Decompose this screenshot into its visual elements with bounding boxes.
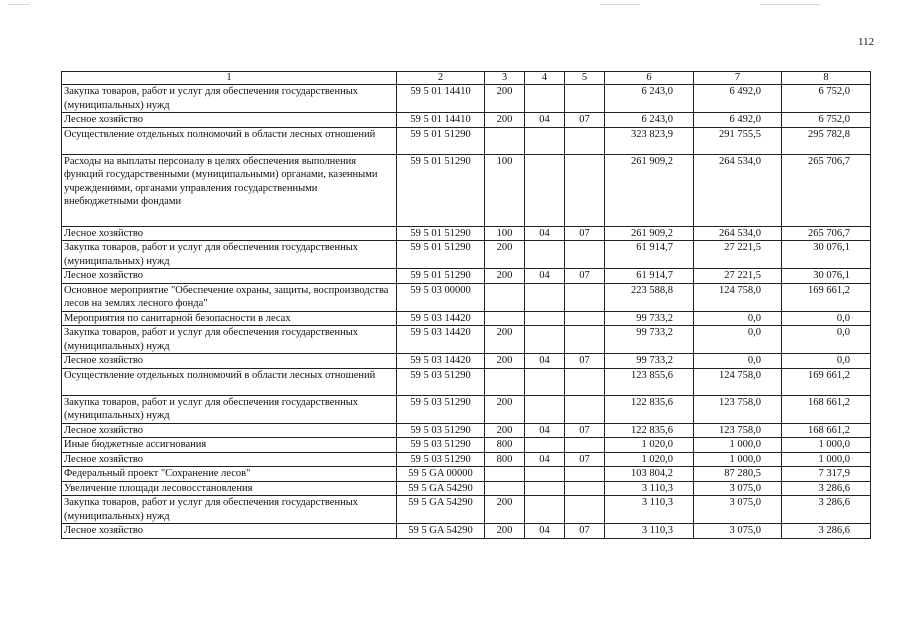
table-header-row [62,72,871,85]
table-row [62,423,871,438]
row-expense-type-cell: 200 [485,423,525,438]
row-name-cell: Закупка товаров, работ и услуг для обеспечения государственных (муниципальных) нужд [62,85,397,113]
row-section-cell [525,326,565,354]
table-row [62,311,871,326]
scan-artifact-line [600,4,640,5]
row-expense-type-cell: 200 [485,241,525,269]
row-code-cell: 59 5 01 51290 [397,241,485,269]
row-amount-year2-cell: 0,0 [694,326,782,354]
row-code-cell: 59 5 03 51290 [397,395,485,423]
row-amount-year1-cell: 323 823,9 [605,127,694,154]
row-code-cell: 59 5 03 00000 [397,283,485,311]
row-name-cell: Закупка товаров, работ и услуг для обеспечения государственных (муниципальных) нужд [62,326,397,354]
row-amount-year2-cell: 291 755,5 [694,127,782,154]
row-section-cell: 04 [525,113,565,128]
row-amount-year1-cell: 99 733,2 [605,326,694,354]
row-amount-year3-cell: 0,0 [782,311,871,326]
row-code-cell: 59 5 01 51290 [397,269,485,284]
table-row [62,452,871,467]
row-amount-year3-cell: 30 076,1 [782,241,871,269]
row-amount-year3-cell: 265 706,7 [782,226,871,241]
row-amount-year2-cell: 3 075,0 [694,524,782,539]
header-cell: 6 [605,72,694,85]
row-expense-type-cell [485,481,525,496]
row-section-cell [525,438,565,453]
row-amount-year3-cell: 6 752,0 [782,85,871,113]
row-section-cell: 04 [525,269,565,284]
row-amount-year1-cell: 123 855,6 [605,368,694,395]
table-row [62,269,871,284]
table-row [62,226,871,241]
row-subsection-cell [565,481,605,496]
scan-artifact-line [8,4,30,5]
row-code-cell: 59 5 03 14420 [397,311,485,326]
row-code-cell: 59 5 01 51290 [397,154,485,226]
row-amount-year2-cell: 6 492,0 [694,113,782,128]
row-amount-year1-cell: 61 914,7 [605,241,694,269]
row-amount-year2-cell: 1 000,0 [694,438,782,453]
row-code-cell: 59 5 03 14420 [397,354,485,369]
row-amount-year2-cell: 6 492,0 [694,85,782,113]
row-name-cell: Лесное хозяйство [62,423,397,438]
row-amount-year1-cell: 261 909,2 [605,154,694,226]
row-amount-year2-cell: 0,0 [694,354,782,369]
row-subsection-cell: 07 [565,524,605,539]
budget-table [61,71,871,539]
row-amount-year1-cell: 61 914,7 [605,269,694,284]
row-amount-year2-cell: 1 000,0 [694,452,782,467]
table-row [62,283,871,311]
row-amount-year1-cell: 6 243,0 [605,113,694,128]
row-code-cell: 59 5 01 51290 [397,226,485,241]
row-name-cell: Лесное хозяйство [62,226,397,241]
header-cell: 7 [694,72,782,85]
row-expense-type-cell: 800 [485,438,525,453]
row-amount-year3-cell: 169 661,2 [782,368,871,395]
row-amount-year1-cell: 6 243,0 [605,85,694,113]
row-expense-type-cell: 200 [485,85,525,113]
row-subsection-cell [565,395,605,423]
row-subsection-cell [565,283,605,311]
table-row [62,113,871,128]
row-name-cell: Лесное хозяйство [62,452,397,467]
row-name-cell: Лесное хозяйство [62,524,397,539]
table-row [62,438,871,453]
row-section-cell [525,311,565,326]
row-amount-year1-cell: 3 110,3 [605,496,694,524]
row-name-cell: Осуществление отдельных полномочий в области лесных отношений [62,368,397,395]
row-amount-year1-cell: 103 804,2 [605,467,694,482]
table-row [62,85,871,113]
table-row [62,524,871,539]
row-amount-year3-cell: 0,0 [782,354,871,369]
row-subsection-cell [565,241,605,269]
row-name-cell: Федеральный проект "Сохранение лесов" [62,467,397,482]
row-section-cell [525,496,565,524]
row-name-cell: Увеличение площади лесовосстановления [62,481,397,496]
row-amount-year2-cell: 124 758,0 [694,283,782,311]
row-name-cell: Иные бюджетные ассигнования [62,438,397,453]
table-row [62,326,871,354]
row-subsection-cell [565,326,605,354]
row-section-cell [525,154,565,226]
header-cell: 1 [62,72,397,85]
row-subsection-cell [565,496,605,524]
row-amount-year3-cell: 3 286,6 [782,481,871,496]
row-section-cell [525,241,565,269]
row-amount-year1-cell: 3 110,3 [605,524,694,539]
row-expense-type-cell: 100 [485,154,525,226]
row-subsection-cell [565,154,605,226]
row-amount-year1-cell: 223 588,8 [605,283,694,311]
row-amount-year2-cell: 264 534,0 [694,154,782,226]
row-amount-year3-cell: 265 706,7 [782,154,871,226]
row-amount-year1-cell: 1 020,0 [605,452,694,467]
row-expense-type-cell: 200 [485,269,525,284]
row-expense-type-cell: 200 [485,496,525,524]
row-code-cell: 59 5 03 51290 [397,452,485,467]
row-name-cell: Лесное хозяйство [62,113,397,128]
row-section-cell [525,283,565,311]
row-expense-type-cell: 200 [485,354,525,369]
table-row [62,154,871,226]
row-subsection-cell [565,368,605,395]
row-section-cell [525,85,565,113]
row-amount-year1-cell: 99 733,2 [605,311,694,326]
row-amount-year3-cell: 168 661,2 [782,423,871,438]
row-subsection-cell: 07 [565,226,605,241]
row-subsection-cell [565,438,605,453]
header-cell: 2 [397,72,485,85]
table-row [62,368,871,395]
row-code-cell: 59 5 GA 54290 [397,481,485,496]
row-amount-year3-cell: 30 076,1 [782,269,871,284]
row-code-cell: 59 5 01 14410 [397,113,485,128]
table-row [62,127,871,154]
row-amount-year3-cell: 3 286,6 [782,496,871,524]
row-subsection-cell: 07 [565,113,605,128]
row-expense-type-cell: 800 [485,452,525,467]
row-section-cell: 04 [525,226,565,241]
page-number: 112 [858,36,875,48]
row-name-cell: Лесное хозяйство [62,354,397,369]
row-amount-year1-cell: 3 110,3 [605,481,694,496]
row-name-cell: Закупка товаров, работ и услуг для обеспечения государственных (муниципальных) нужд [62,496,397,524]
row-expense-type-cell [485,127,525,154]
row-section-cell [525,467,565,482]
row-amount-year2-cell: 27 221,5 [694,241,782,269]
row-amount-year3-cell: 3 286,6 [782,524,871,539]
row-subsection-cell [565,127,605,154]
row-expense-type-cell [485,283,525,311]
row-name-cell: Осуществление отдельных полномочий в области лесных отношений [62,127,397,154]
row-amount-year1-cell: 122 835,6 [605,423,694,438]
row-amount-year1-cell: 99 733,2 [605,354,694,369]
row-amount-year3-cell: 169 661,2 [782,283,871,311]
row-name-cell: Лесное хозяйство [62,269,397,284]
row-amount-year2-cell: 124 758,0 [694,368,782,395]
row-subsection-cell [565,85,605,113]
header-cell: 4 [525,72,565,85]
row-section-cell [525,127,565,154]
row-code-cell: 59 5 03 51290 [397,368,485,395]
row-code-cell: 59 5 03 14420 [397,326,485,354]
row-expense-type-cell: 200 [485,326,525,354]
row-expense-type-cell [485,467,525,482]
scan-artifact-line [760,4,820,5]
row-amount-year2-cell: 0,0 [694,311,782,326]
table-row [62,241,871,269]
table-row [62,395,871,423]
row-expense-type-cell [485,368,525,395]
row-section-cell [525,395,565,423]
table-row [62,467,871,482]
row-name-cell: Закупка товаров, работ и услуг для обеспечения государственных (муниципальных) нужд [62,395,397,423]
row-amount-year2-cell: 123 758,0 [694,395,782,423]
row-code-cell: 59 5 GA 54290 [397,524,485,539]
row-expense-type-cell [485,311,525,326]
header-cell: 3 [485,72,525,85]
row-expense-type-cell: 200 [485,524,525,539]
row-amount-year1-cell: 1 020,0 [605,438,694,453]
row-name-cell: Расходы на выплаты персоналу в целях обеспечения выполнения функций государственными (муниципальными) органами, казенными учреждениями, органами управления государственными внебюджетными фондами [62,154,397,226]
row-section-cell [525,481,565,496]
row-amount-year2-cell: 27 221,5 [694,269,782,284]
row-amount-year3-cell: 7 317,9 [782,467,871,482]
row-code-cell: 59 5 03 51290 [397,423,485,438]
row-amount-year3-cell: 1 000,0 [782,438,871,453]
row-subsection-cell: 07 [565,423,605,438]
table-row [62,496,871,524]
header-cell: 5 [565,72,605,85]
row-subsection-cell: 07 [565,452,605,467]
row-amount-year1-cell: 122 835,6 [605,395,694,423]
row-name-cell: Основное мероприятие "Обеспечение охраны, защиты, воспроизводства лесов на землях лесного фонда" [62,283,397,311]
row-subsection-cell: 07 [565,269,605,284]
row-expense-type-cell: 200 [485,395,525,423]
row-amount-year3-cell: 0,0 [782,326,871,354]
row-amount-year2-cell: 264 534,0 [694,226,782,241]
row-code-cell: 59 5 GA 00000 [397,467,485,482]
row-section-cell [525,368,565,395]
row-code-cell: 59 5 03 51290 [397,438,485,453]
row-name-cell: Закупка товаров, работ и услуг для обеспечения государственных (муниципальных) нужд [62,241,397,269]
row-expense-type-cell: 100 [485,226,525,241]
row-amount-year1-cell: 261 909,2 [605,226,694,241]
row-code-cell: 59 5 GA 54290 [397,496,485,524]
row-amount-year3-cell: 295 782,8 [782,127,871,154]
row-amount-year3-cell: 168 661,2 [782,395,871,423]
table-row [62,481,871,496]
row-section-cell: 04 [525,354,565,369]
row-amount-year2-cell: 87 280,5 [694,467,782,482]
row-expense-type-cell: 200 [485,113,525,128]
row-amount-year2-cell: 3 075,0 [694,481,782,496]
row-section-cell: 04 [525,423,565,438]
row-subsection-cell [565,467,605,482]
row-code-cell: 59 5 01 51290 [397,127,485,154]
row-subsection-cell: 07 [565,354,605,369]
row-amount-year2-cell: 3 075,0 [694,496,782,524]
row-amount-year3-cell: 6 752,0 [782,113,871,128]
row-subsection-cell [565,311,605,326]
row-amount-year3-cell: 1 000,0 [782,452,871,467]
row-code-cell: 59 5 01 14410 [397,85,485,113]
row-name-cell: Мероприятия по санитарной безопасности в лесах [62,311,397,326]
row-section-cell: 04 [525,452,565,467]
table-row [62,354,871,369]
header-cell: 8 [782,72,871,85]
row-section-cell: 04 [525,524,565,539]
row-amount-year2-cell: 123 758,0 [694,423,782,438]
